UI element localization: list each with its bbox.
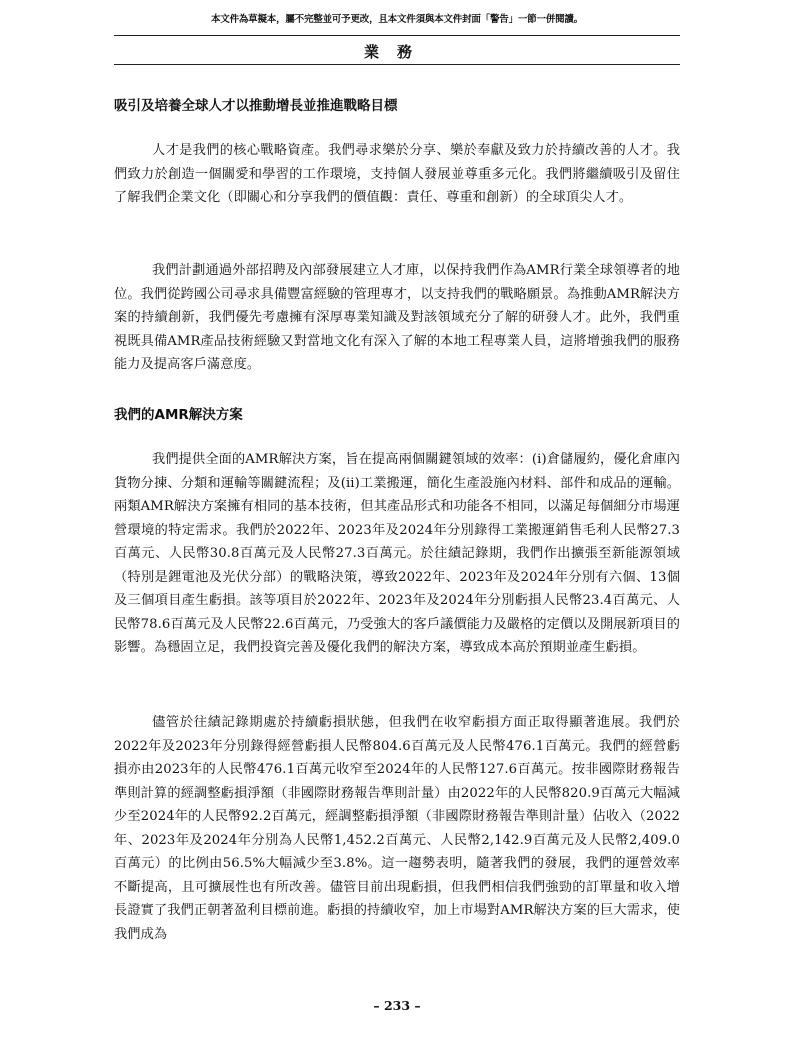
section-title: 業務 [363, 43, 430, 61]
heading-talent: 吸引及培養全球人才以推動增長並推進戰略目標 [114, 98, 398, 114]
draft-disclaimer: 本文件為草擬本，屬不完整並可予更改，且本文件須與本文件封面「警告」一節一併閱讀。 [210, 14, 583, 25]
paragraph-amr-1: 我們提供全面的AMR解決方案，旨在提高兩個關鍵領域的效率：(i)倉儲履約，優化倉庫內貨物分揀、分類和運輸等關鍵流程；及(ii)工業搬運，簡化生產設施內材料、部件和成品的運輸。兩類AMR解決方案擁有相同的基本技術，但其產品形式和功能各不相同，以滿足每個細分市場運營環境的特定需求。我們於2022年、2023年及2024年分別錄得工業搬運銷售毛利人民幣27.3百萬元、人民幣30.8百萬元及人民幣27.3百萬元。於往績記錄期，我們作出擴張至新能源領域（特別是鋰電池及光伏分部）的戰略決策，導致2022年、2023年及2024年分別有六個、13個及三個項目產生虧損。該等項目於2022年、2023年及2024年分別虧損人民幣23.4百萬元、人民幣78.6百萬元及人民幣22.6百萬元，乃受強大的客戶議價能力及嚴格的定價以及開展新項目的影響。為穩固立足，我們投資完善及優化我們的解決方案，導致成本高於預期並產生虧損。 [114, 452, 680, 655]
heading-amr-solutions: 我們的AMR解決方案 [114, 407, 243, 423]
header-rule-top [114, 35, 680, 36]
paragraph-amr-2: 儘管於往績記錄期處於持續虧損狀態，但我們在收窄虧損方面正取得顯著進展。我們於2022年及2023年分別錄得經營虧損人民幣804.6百萬元及人民幣476.1百萬元。我們的經營虧損亦由2023年的人民幣476.1百萬元收窄至2024年的人民幣127.6百萬元。按非國際財務報告準則計算的經調整虧損淨額（非國際財務報告準則計量）由2022年的人民幣820.9百萬元大幅減少至2024年的人民幣92.2百萬元，經調整虧損淨額（非國際財務報告準則計量）佔收入（2022年、2023年及2024年分別為人民幣1,452.2百萬元、人民幣2,142.9百萬元及人民幣2,409.0百萬元）的比例由56.5%大幅減少至3.8%。這一趨勢表明，隨著我們的發展，我們的運營效率不斷提高，且可擴展性也有所改善。儘管目前出現虧損，但我們相信我們強勁的訂單量和收入增長證實了我們正朝著盈利目標前進。虧損的持續收窄，加上市場對AMR解決方案的巨大需求，使我們成為 [114, 715, 680, 942]
header-rule-bottom [114, 64, 680, 65]
paragraph-talent-1: 人才是我們的核心戰略資產。我們尋求樂於分享、樂於奉獻及致力於持續改善的人才。我們致力於創造一個關愛和學習的工作環境，支持個人發展並尊重多元化。我們將繼續吸引及留住了解我們企業文化（即關心和分享我們的價值觀：責任、尊重和創新）的全球頂尖人才。 [114, 143, 680, 205]
paragraph-talent-2: 我們計劃通過外部招聘及內部發展建立人才庫，以保持我們作為AMR行業全球領導者的地位。我們從跨國公司尋求具備豐富經驗的管理專才，以支持我們的戰略願景。為推動AMR解決方案的持續創新，我們優先考慮擁有深厚專業知識及對該領域充分了解的研發人才。此外，我們重視既具備AMR產品技術經驗又對當地文化有深入了解的本地工程專業人員，這將增強我們的服務能力及提高客戶滿意度。 [114, 263, 680, 372]
page-number: – 233 – [373, 998, 421, 1013]
